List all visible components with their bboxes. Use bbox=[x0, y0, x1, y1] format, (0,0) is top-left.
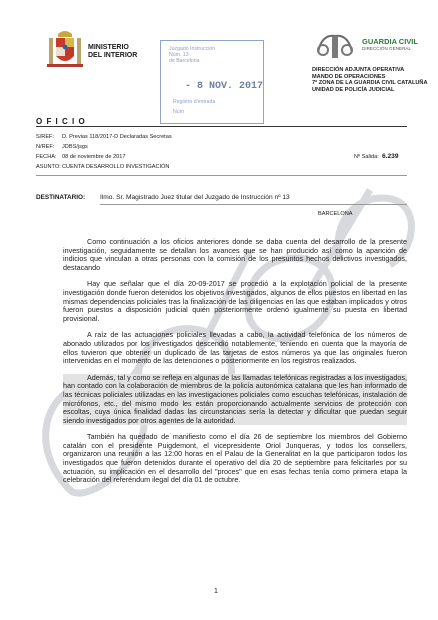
salida-value: 6.239 bbox=[382, 153, 399, 160]
stamp-line3: de Barcelona bbox=[169, 58, 200, 64]
stamp-num: Núm bbox=[173, 109, 184, 115]
destinatario-label: DESTINATARIO: bbox=[36, 194, 86, 201]
stamp-line2: Núm. 13 bbox=[169, 52, 189, 58]
destinatario-value: Ilmo. Sr. Magistrado Juez titular del Juzgado de Instrucción nº 13 bbox=[100, 194, 290, 201]
court-entry-stamp bbox=[160, 40, 264, 124]
coat-of-arms-icon bbox=[47, 28, 83, 72]
destinatario-city: BARCELONA bbox=[318, 211, 353, 217]
oficio-title: O F I C I O bbox=[36, 117, 86, 126]
paragraph-5: También ha quedado de manifiesto como el día 26 de septiembre los miembros del Gobierno catalán con el presidente Puigdemont, el vicepresidente Oriol Junqueras, y todos los consellers, organizaron una reunión a las 12:00 horas en el Palau de la Generalitat en la que participaron todos los investigados que fueron detenidos durante el operativo del día 20 de septiembre para felicitarles por su actuación, su implicación en el desarrollo del "proces" que en esas fechas tenía como primera etapa la celebración del referéndum ilegal del día 01 de octubre. bbox=[63, 432, 407, 485]
guardia-civil-emblem-icon bbox=[312, 32, 358, 62]
fecha-value: 08 de noviembre de 2017 bbox=[62, 154, 126, 160]
stamp-date: - 8 NOV. 2017 bbox=[185, 81, 264, 92]
nref-value: JDBS/jsgs bbox=[62, 144, 88, 150]
fecha-label: FECHA: bbox=[36, 154, 57, 160]
stamp-registro: Registro d'entrada bbox=[173, 99, 216, 105]
destinatario-rule bbox=[100, 204, 407, 205]
siref-label: S/REF: bbox=[36, 134, 55, 140]
oficio-rule bbox=[36, 126, 407, 127]
ministry-name-line1: MINISTERIO bbox=[88, 44, 129, 51]
asunto-value: CUENTA DESARROLLO INVESTIGACIÓN bbox=[62, 164, 170, 170]
asunto-label: ASUNTO: bbox=[36, 164, 61, 170]
gc-unit-line1: DIRECCIÓN ADJUNTA OPERATIVA bbox=[312, 67, 405, 73]
gc-unit-line3: 7ª ZONA DE LA GUARDIA CIVIL CATALUÑA bbox=[312, 80, 428, 87]
ministry-name-line2: DEL INTERIOR bbox=[88, 52, 138, 59]
paragraph-1: Como continuación a los oficios anteriores donde se daba cuenta del desarrollo de la presente investigación, seguidamente se detallan los avances que se han producido así como la aparición de indicios que vinculan a otras personas con la comisión de los presuntos hechos delictivos investigados, destacando bbox=[63, 237, 407, 272]
gc-subtitle: DIRECCIÓN GENERAL bbox=[362, 46, 412, 51]
stamp-line1: Juzgado Instrucción bbox=[169, 46, 216, 52]
asunto-rule bbox=[36, 175, 407, 176]
siref-value: D. Previas 118/2017-D Declaradas Secretas bbox=[62, 134, 172, 140]
salida-label: Nº Salida: bbox=[354, 154, 379, 160]
gc-unit-line2: MANDO DE OPERACIONES bbox=[312, 73, 386, 80]
gc-unit-line4: UNIDAD DE POLICÍA JUDICIAL bbox=[312, 86, 395, 93]
page-number: 1 bbox=[214, 588, 218, 595]
paragraph-4: Además, tal y como se refleja en algunas de las llamadas telefónicas registradas a los investigados, han contado con la colaboración de miembros de la policía autonómica catalana que les han informado de las técnicas policiales utilizadas en las investigaciones policiales como escuchas telefónicas, instalación de micrófonos, etc., del mismo modo les están proporcionando actualmente servicios de protección con escoltas, cuya única finalidad dadas las circunstancias sería la detectar y dificultar que puedan seguir siendo investigados por otros agentes de la autoridad. bbox=[63, 372, 407, 425]
paragraph-2: Hay que señalar que el día 20-09-2017 se procedió a la explotación policial de la presente investigación donde fueron detenidos los objetivos investigados, algunos de ellos puestos en libertad en las mismas dependencias policiales tras la finalización de las diligencias en las que estaban implicados y otros fueron puestos a disposición judicial quién posteriormente ordenó igualmente su puesta en libertad provisional. bbox=[63, 279, 407, 323]
paragraph-3: A raíz de las actuaciones policiales llevadas a cabo, la actividad telefónica de los números de abonado utilizados por los investigados descendió notablemente, teniendo en cuenta que la mayoría de ellos tuvieron que obtener un duplicado de las tarjetas de estos números ya que las originales fueron intervenidas en el momento de las detenciones o posteriormente en los registros realizados. bbox=[63, 330, 407, 366]
nref-label: N/REF: bbox=[36, 144, 55, 150]
letter-body bbox=[63, 238, 407, 493]
gc-title: GUARDIA CIVIL bbox=[362, 37, 418, 46]
